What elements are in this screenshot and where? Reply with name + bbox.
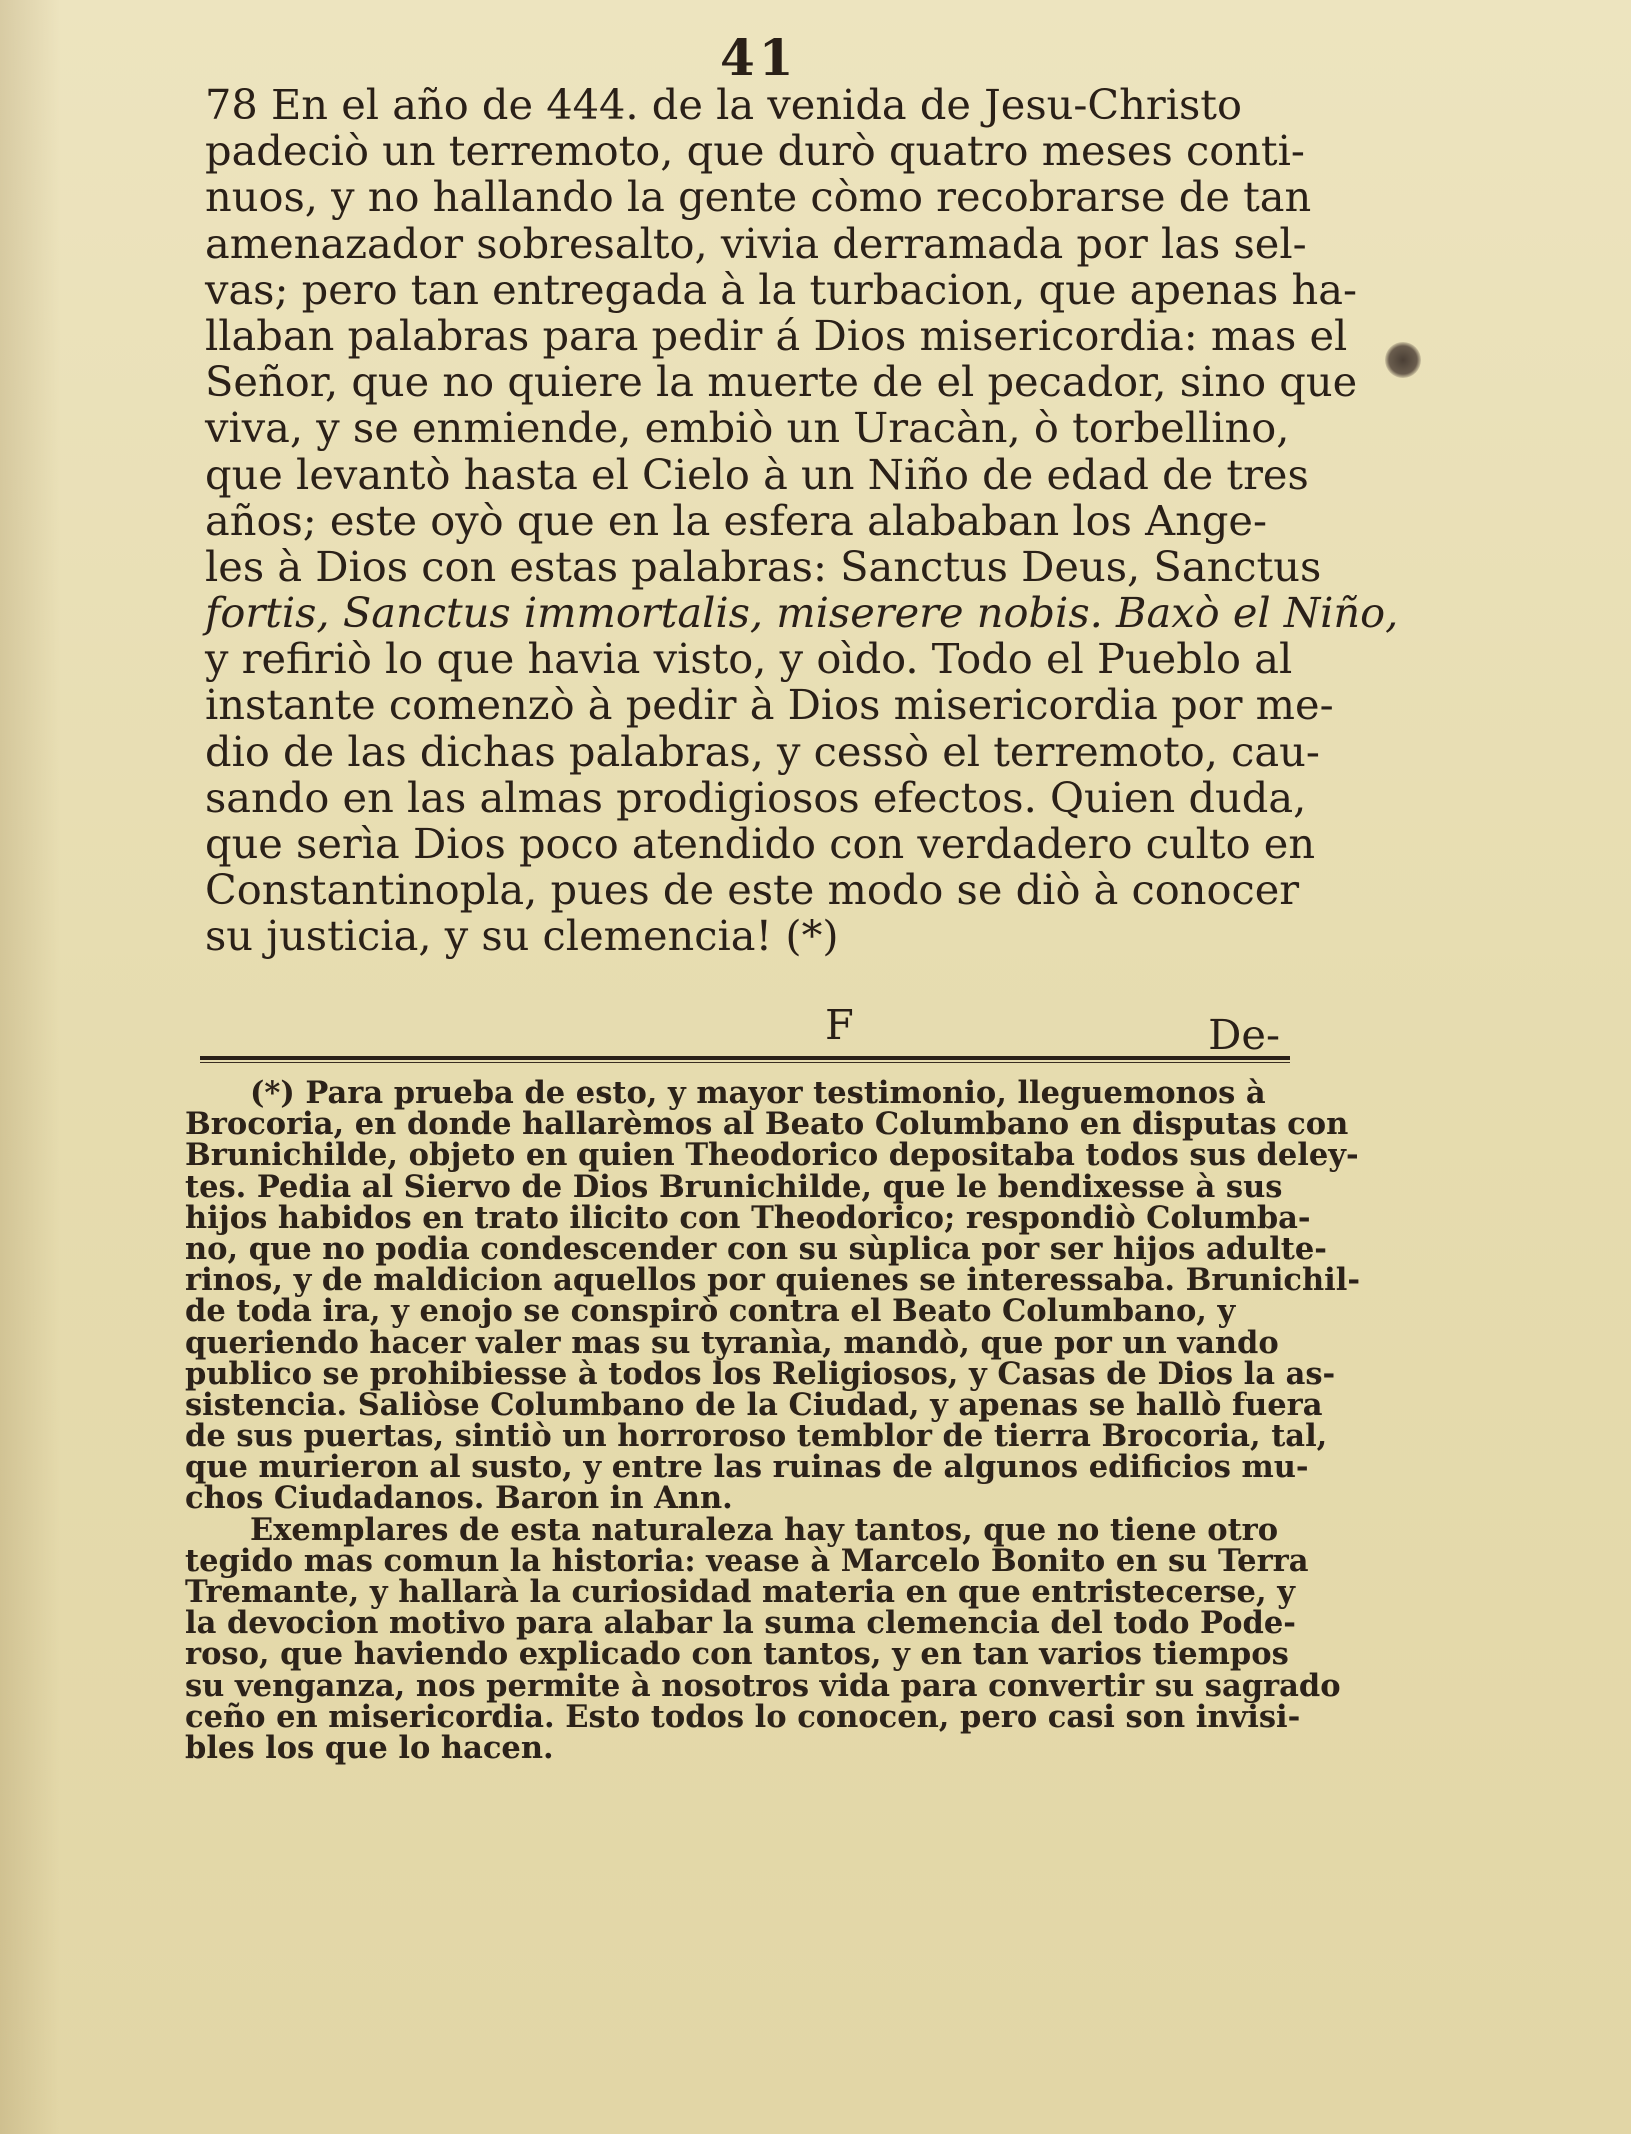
note-line: de toda ira, y enojo se conspirò contra el Beato Columbano, y xyxy=(185,1293,1236,1330)
main-line: amenazador sobresalto, vivia derramada por las sel- xyxy=(205,218,1307,268)
main-line: Constantinopla, pues de este modo se diò à conocer xyxy=(205,865,1300,915)
note-line: (*) Para prueba de esto, y mayor testimonio, lleguemonos à xyxy=(250,1075,1266,1111)
signature-row xyxy=(205,1000,1280,1059)
note-line: publico se prohibiesse à todos los Religiosos, y Casas de Dios la as- xyxy=(185,1355,1336,1392)
main-line: que serìa Dios poco atendido con verdadero culto en xyxy=(205,819,1316,868)
note-line: bles los que lo hacen. xyxy=(185,1729,554,1766)
main-text-block xyxy=(205,80,1399,961)
note-line: Brunichilde, objeto en quien Theodorico depositaba todos sus deley- xyxy=(185,1137,1359,1174)
main-line: padeciò un terremoto, que durò quatro meses conti- xyxy=(205,126,1305,176)
footnote-rule-thin xyxy=(200,1062,1290,1063)
main-line: que levantò hasta el Cielo à un Niño de edad de tres xyxy=(205,449,1309,499)
note-line: rinos, y de maldicion aquellos por quienes se interessaba. Brunichil- xyxy=(185,1262,1361,1299)
note-line: Exemplares de esta naturaleza hay tantos, que no tiene otro xyxy=(250,1511,1279,1548)
footnote-rule xyxy=(200,1056,1290,1060)
footnote-block xyxy=(185,1075,1361,1766)
note-line: que murieron al susto, y entre las ruinas de algunos edificios mu- xyxy=(185,1449,1309,1486)
note-line: Brocoria, en donde hallarèmos al Beato Columbano en disputas con xyxy=(185,1106,1349,1143)
note-line: tegido mas comun la historia: vease à Marcelo Bonito en su Terra xyxy=(185,1542,1309,1579)
signature-mark: F xyxy=(825,1000,854,1049)
main-line: 78 En el año de 444. de la venida de Jesu-Christo xyxy=(205,80,1242,129)
main-line: nuos, y no hallando la gente còmo recobrarse de tan xyxy=(205,172,1312,222)
note-line: chos Ciudadanos. Baron in Ann. xyxy=(185,1480,733,1517)
note-line: roso, que haviendo explicado con tantos, y en tan varios tiempos xyxy=(185,1636,1289,1673)
main-line: Señor, que no quiere la muerte de el pecador, sino que xyxy=(205,357,1358,407)
note-line: la devocion motivo para alabar la suma clemencia del todo Pode- xyxy=(185,1605,1296,1642)
note-line: ceño en misericordia. Esto todos lo conocen, pero casi son invisi- xyxy=(185,1698,1301,1735)
note-line: Tremante, y hallarà la curiosidad materia en que entristecerse, y xyxy=(185,1574,1295,1610)
main-line: les à Dios con estas palabras: Sanctus Deus, Sanctus xyxy=(205,541,1322,591)
main-line: llaban palabras para pedir á Dios misericordia: mas el xyxy=(205,310,1348,360)
main-line: años; este oyò que en la esfera alababan los Ange- xyxy=(205,495,1267,545)
main-line: vas; pero tan entregada à la turbacion, que apenas ha- xyxy=(205,264,1357,314)
main-line: fortis, Sanctus immortalis, miserere nobis. Baxò el Niño, xyxy=(205,588,1399,638)
main-line: dio de las dichas palabras, y cessò el terremoto, cau- xyxy=(205,726,1320,776)
note-line: de sus puertas, sintiò un horroroso temblor de tierra Brocoria, tal, xyxy=(185,1418,1328,1455)
note-line: su venganza, nos permite à nosotros vida para convertir su sagrado xyxy=(185,1667,1341,1704)
note-line: queriendo hacer valer mas su tyranìa, mandò, que por un vando xyxy=(185,1324,1279,1361)
ink-stain xyxy=(1385,342,1421,378)
page-number: 41 xyxy=(720,28,798,87)
note-line: hijos habidos en trato ilicito con Theodorico; respondiò Columba- xyxy=(185,1199,1311,1236)
main-line: sando en las almas prodigiosos efectos. Quien duda, xyxy=(205,772,1307,822)
main-line: su justicia, y su clemencia! (*) xyxy=(205,911,839,961)
catchword: De- xyxy=(1208,1010,1280,1059)
note-line: sistencia. Saliòse Columbano de la Ciudad, y apenas se hallò fuera xyxy=(185,1386,1323,1423)
note-line: tes. Pedia al Siervo de Dios Brunichilde, que le bendixesse à sus xyxy=(185,1168,1283,1205)
main-line: viva, y se enmiende, embiò un Uracàn, ò torbellino, xyxy=(205,403,1290,453)
note-line: no, que no podia condescender con su sùplica por ser hijos adulte- xyxy=(185,1230,1327,1267)
main-line: y refiriò lo que havia visto, y oìdo. Todo el Pueblo al xyxy=(205,634,1293,684)
main-line: instante comenzò à pedir à Dios misericordia por me- xyxy=(205,680,1334,730)
